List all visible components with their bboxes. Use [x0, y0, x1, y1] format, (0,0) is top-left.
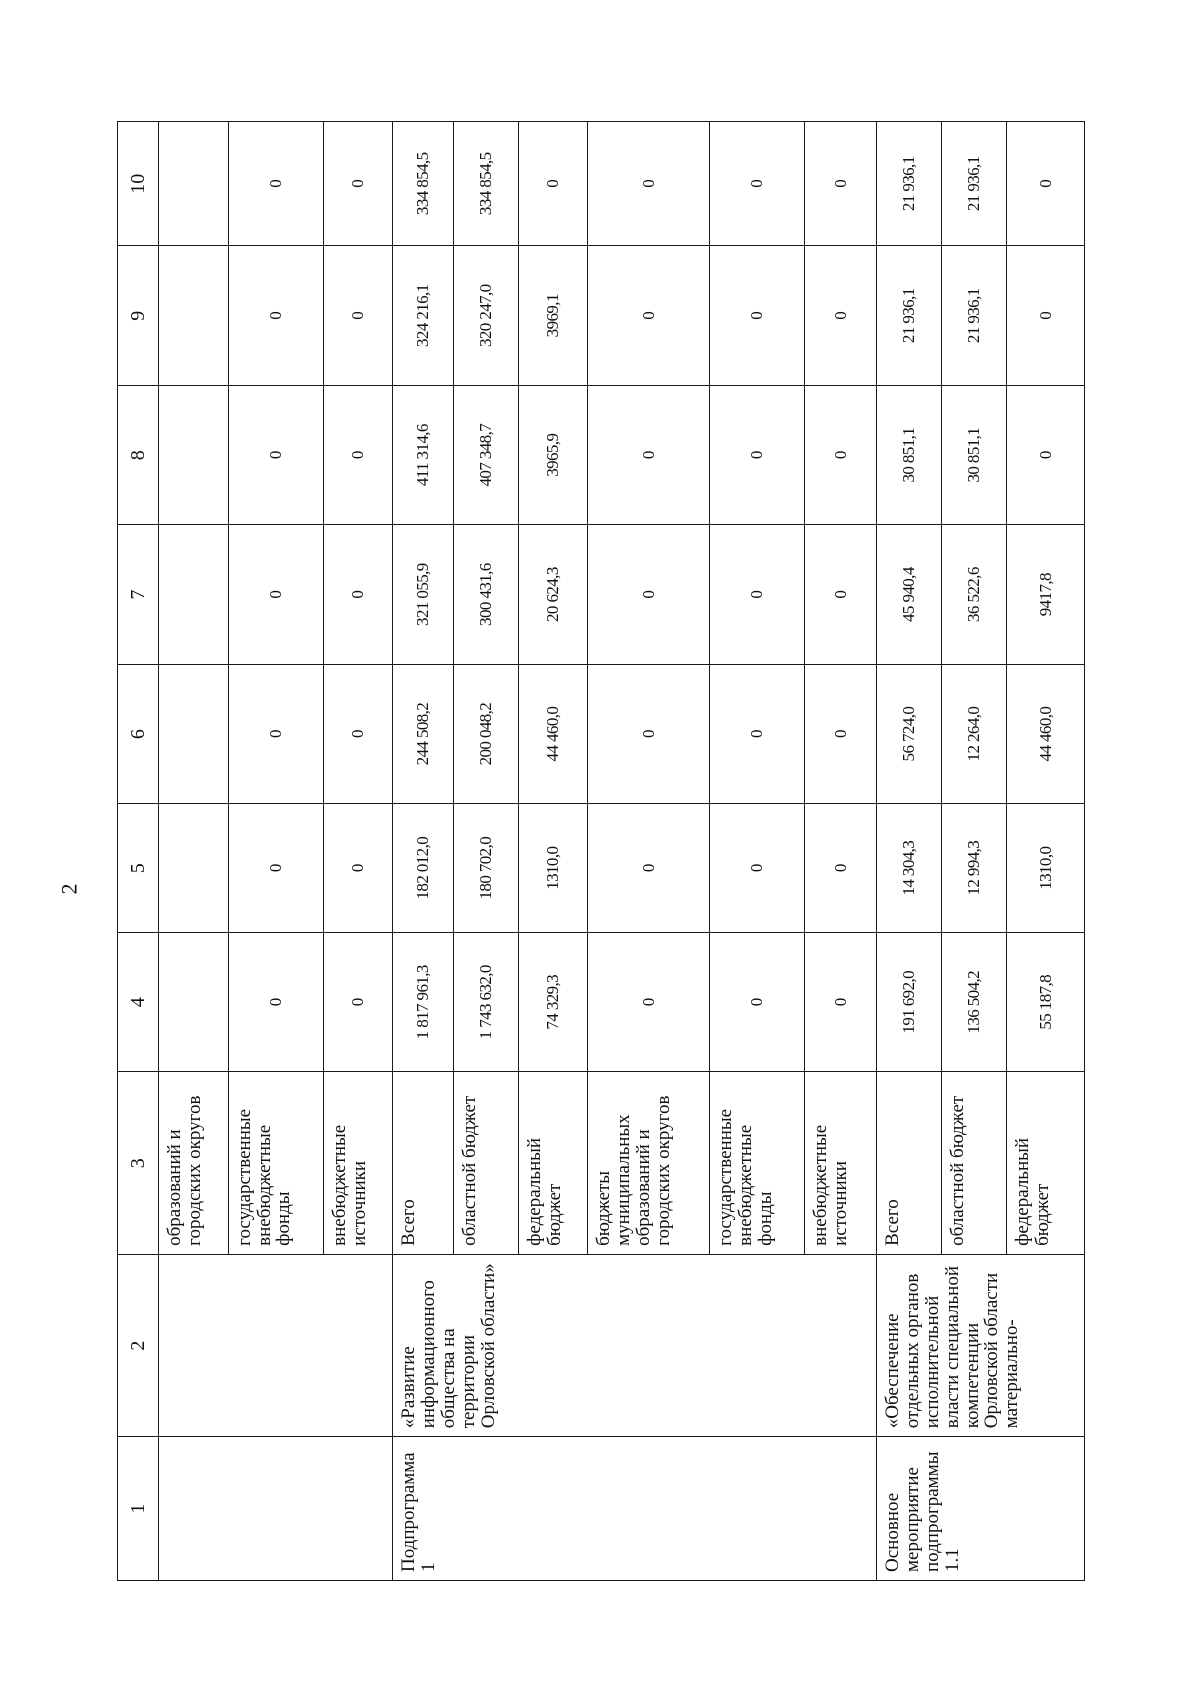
value-cell: 0 — [709, 525, 804, 664]
value-cell: 321 055,9 — [393, 525, 454, 664]
value-cell: 0 — [1006, 246, 1084, 385]
value-cell: 45 940,4 — [876, 525, 941, 664]
value-cell: 0 — [323, 664, 392, 803]
header-row — [118, 122, 159, 1581]
value-cell: 21 936,1 — [941, 246, 1006, 385]
value-cell: 200 048,2 — [454, 664, 519, 803]
value-cell: 0 — [588, 525, 709, 664]
value-cell: 12 994,3 — [941, 804, 1006, 933]
value-cell: 21 936,1 — [941, 122, 1006, 247]
table-row — [876, 122, 941, 1581]
value-cell: 0 — [805, 122, 877, 247]
budget-table — [117, 121, 1085, 1581]
value-cell: 1 817 961,3 — [393, 933, 454, 1072]
source-cell: внебюджетные источники — [323, 1072, 392, 1254]
value-cell: 3965,9 — [519, 385, 588, 524]
value-cell: 191 692,0 — [876, 933, 941, 1072]
value-cell: 411 314,6 — [393, 385, 454, 524]
value-cell: 0 — [709, 804, 804, 933]
value-cell: 30 851,1 — [941, 385, 1006, 524]
header-cell: 7 — [118, 525, 159, 664]
value-cell: 244 508,2 — [393, 664, 454, 803]
value-cell: 0 — [805, 933, 877, 1072]
value-cell: 3969,1 — [519, 246, 588, 385]
value-cell: 0 — [323, 122, 392, 247]
value-cell: 20 624,3 — [519, 525, 588, 664]
value-cell: 1 743 632,0 — [454, 933, 519, 1072]
main-activity-label: Основное мероприятие подпрограммы 1.1 — [876, 1437, 1084, 1581]
value-cell: 407 348,7 — [454, 385, 519, 524]
source-cell: образований и городских округов — [159, 1072, 228, 1254]
value-cell: 0 — [323, 525, 392, 664]
header-cell: 8 — [118, 385, 159, 524]
value-cell: 0 — [323, 804, 392, 933]
value-cell — [159, 122, 228, 247]
source-cell: Всего — [393, 1072, 454, 1254]
page-number: 2 — [56, 883, 82, 895]
value-cell: 0 — [709, 246, 804, 385]
value-cell: 55 187,8 — [1006, 933, 1084, 1072]
value-cell: 136 504,2 — [941, 933, 1006, 1072]
source-cell: областной бюджет — [941, 1072, 1006, 1254]
value-cell: 0 — [1006, 385, 1084, 524]
value-cell: 0 — [805, 804, 877, 933]
value-cell: 182 012,0 — [393, 804, 454, 933]
value-cell: 0 — [228, 525, 323, 664]
value-cell: 0 — [228, 122, 323, 247]
value-cell: 56 724,0 — [876, 664, 941, 803]
value-cell: 74 329,3 — [519, 933, 588, 1072]
value-cell: 0 — [228, 664, 323, 803]
value-cell: 0 — [323, 246, 392, 385]
header-cell: 4 — [118, 933, 159, 1072]
value-cell: 0 — [228, 804, 323, 933]
value-cell — [159, 385, 228, 524]
value-cell: 180 702,0 — [454, 804, 519, 933]
value-cell: 9417,8 — [1006, 525, 1084, 664]
value-cell: 0 — [1006, 122, 1084, 247]
value-cell: 0 — [323, 933, 392, 1072]
value-cell: 0 — [709, 385, 804, 524]
empty-cell — [159, 1437, 393, 1581]
value-cell — [159, 804, 228, 933]
value-cell: 0 — [805, 385, 877, 524]
value-cell — [159, 933, 228, 1072]
value-cell: 1310,0 — [519, 804, 588, 933]
header-cell: 2 — [118, 1254, 159, 1436]
table-row — [393, 122, 454, 1581]
header-cell: 9 — [118, 246, 159, 385]
value-cell — [159, 246, 228, 385]
value-cell: 0 — [805, 664, 877, 803]
value-cell: 0 — [519, 122, 588, 247]
value-cell: 300 431,6 — [454, 525, 519, 664]
value-cell: 0 — [709, 122, 804, 247]
value-cell: 0 — [228, 385, 323, 524]
value-cell: 0 — [588, 246, 709, 385]
header-cell: 1 — [118, 1437, 159, 1581]
source-cell: федеральный бюджет — [1006, 1072, 1084, 1254]
main-activity-name: «Обеспечение отдельных органов исполнительной власти специальной компетенции Орловской области материально- — [876, 1254, 1084, 1436]
source-cell: государственные внебюджетные фонды — [709, 1072, 804, 1254]
value-cell: 0 — [588, 933, 709, 1072]
value-cell: 21 936,1 — [876, 122, 941, 247]
source-cell: внебюджетные источники — [805, 1072, 877, 1254]
value-cell: 0 — [709, 933, 804, 1072]
value-cell: 0 — [323, 385, 392, 524]
subprogram-name: «Развитие информационного общества на территории Орловской области» — [393, 1254, 876, 1436]
subprogram-label: Подпрограмма 1 — [393, 1437, 876, 1581]
value-cell: 0 — [709, 664, 804, 803]
table-row — [159, 122, 228, 1581]
header-cell: 10 — [118, 122, 159, 247]
budget-table-rotated — [117, 121, 1085, 1581]
header-cell: 6 — [118, 664, 159, 803]
value-cell: 30 851,1 — [876, 385, 941, 524]
value-cell: 0 — [588, 804, 709, 933]
value-cell: 0 — [805, 525, 877, 664]
value-cell: 0 — [588, 664, 709, 803]
value-cell: 44 460,0 — [1006, 664, 1084, 803]
value-cell: 0 — [588, 385, 709, 524]
source-cell: бюджеты муниципальных образований и городских округов — [588, 1072, 709, 1254]
value-cell: 0 — [228, 246, 323, 385]
value-cell: 44 460,0 — [519, 664, 588, 803]
value-cell: 1310,0 — [1006, 804, 1084, 933]
header-cell: 3 — [118, 1072, 159, 1254]
empty-cell — [159, 1254, 393, 1436]
value-cell: 0 — [805, 246, 877, 385]
value-cell: 36 522,6 — [941, 525, 1006, 664]
value-cell: 324 216,1 — [393, 246, 454, 385]
value-cell — [159, 664, 228, 803]
value-cell: 320 247,0 — [454, 246, 519, 385]
value-cell: 14 304,3 — [876, 804, 941, 933]
value-cell: 12 264,0 — [941, 664, 1006, 803]
value-cell: 0 — [588, 122, 709, 247]
value-cell — [159, 525, 228, 664]
value-cell: 0 — [228, 933, 323, 1072]
source-cell: федеральный бюджет — [519, 1072, 588, 1254]
value-cell: 334 854,5 — [454, 122, 519, 247]
header-cell: 5 — [118, 804, 159, 933]
value-cell: 334 854,5 — [393, 122, 454, 247]
value-cell: 21 936,1 — [876, 246, 941, 385]
source-cell: Всего — [876, 1072, 941, 1254]
source-cell: государственные внебюджетные фонды — [228, 1072, 323, 1254]
source-cell: областной бюджет — [454, 1072, 519, 1254]
